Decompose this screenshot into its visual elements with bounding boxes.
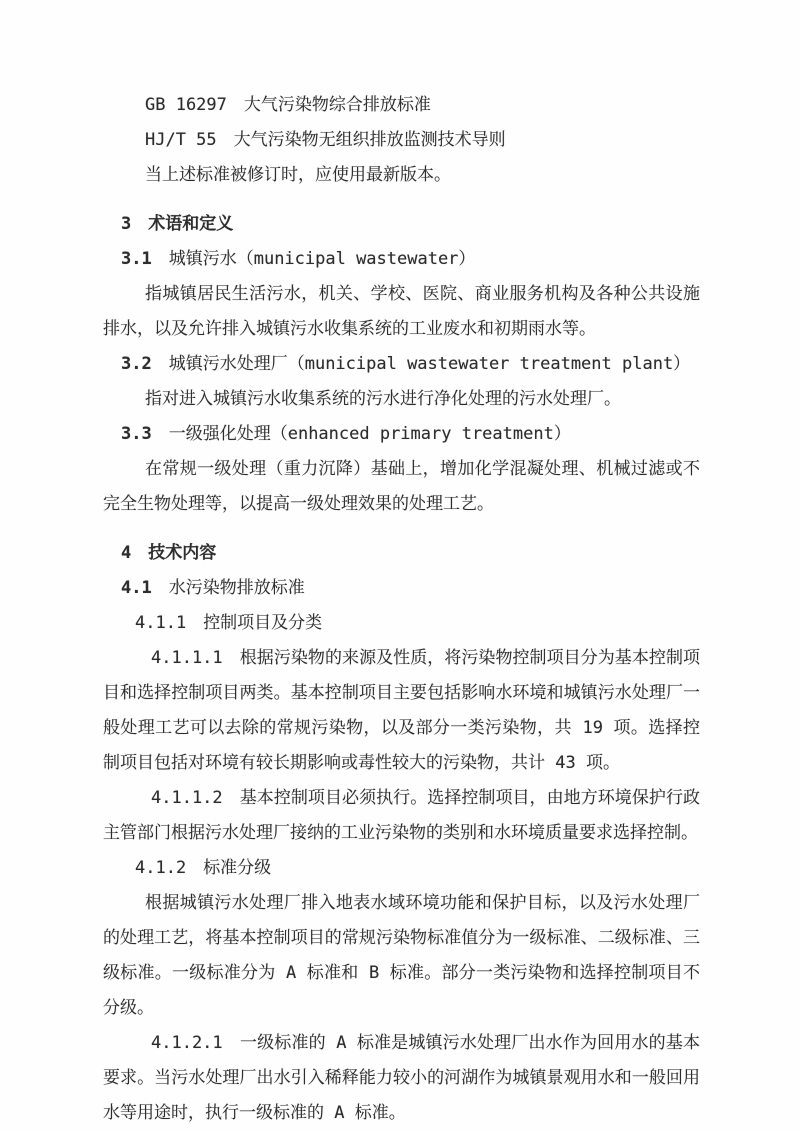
- term-3-1-title: 城镇污水（municipal wastewater）: [168, 249, 476, 269]
- reference-line-gb16297: GB 16297 大气污染物综合排放标准: [145, 95, 431, 115]
- subsection-4-1-title: 水污染物排放标准: [168, 578, 305, 598]
- section-3-heading: [103, 207, 700, 242]
- term-3-3-heading: [103, 417, 700, 452]
- term-3-3-title: 一级强化处理（enhanced primary treatment）: [168, 424, 571, 444]
- term-3-1-number: 3.1: [121, 249, 152, 269]
- subsection-4-1-1-heading: [103, 606, 700, 641]
- section-3-number: 3: [121, 214, 132, 234]
- paragraph-4-1-2: 根据城镇污水处理厂排入地表水域环境功能和保护目标，以及污水处理厂的处理工艺，将基本控制项目的常规污染物标准值分为一级标准、二级标准、三级标准。一级标准分为 A 标准和 B 标准。部分一类污染物和选择控制项目不分级。: [103, 893, 700, 1018]
- subsection-4-1-1-number: 4.1.1: [135, 613, 187, 633]
- term-3-1-heading: [103, 242, 700, 277]
- paragraph-4-1-1-2: 4.1.1.2 基本控制项目必须执行。选择控制项目，由地方环境保护行政主管部门根据污水处理厂接纳的工业污染物的类别和水环境质量要求选择控制。: [103, 788, 700, 843]
- section-4-title: 技术内容: [148, 543, 217, 563]
- subsection-4-1-2-number: 4.1.2: [135, 858, 187, 878]
- term-3-1-definition: 指城镇居民生活污水，机关、学校、医院、商业服务机构及各种公共设施排水，以及允许排入城镇污水收集系统的工业废水和初期雨水等。: [103, 284, 700, 339]
- subsection-4-1-number: 4.1: [121, 578, 152, 598]
- reference-line-hjt55: HJ/T 55 大气污染物无组织排放监测技术导则: [145, 130, 506, 150]
- term-3-2-heading: [103, 347, 700, 382]
- paragraph-4-1-2-1: 4.1.2.1 一级标准的 A 标准是城镇污水处理厂出水作为回用水的基本要求。当污水处理厂出水引入稀释能力较小的河湖作为城镇景观用水和一般回用水等用途时，执行一级标准的 A 标准。: [103, 1033, 700, 1123]
- section-4-heading: [103, 536, 700, 571]
- term-3-3-definition: 在常规一级处理（重力沉降）基础上，增加化学混凝处理、机械过滤或不完全生物处理等，以提高一级处理效果的处理工艺。: [103, 459, 700, 514]
- revision-note: 当上述标准被修订时，应使用最新版本。: [145, 165, 451, 185]
- paragraph-4-1-1-1: 4.1.1.1 根据污染物的来源及性质，将污染物控制项目分为基本控制项目和选择控制项目两类。基本控制项目主要包括影响水环境和城镇污水处理厂一般处理工艺可以去除的常规污染物，以及部分一类污染物，共 19 项。选择控制项目包括对环境有较长期影响或毒性较大的污染物，共计 43 项。: [103, 648, 700, 773]
- subsection-4-1-1-title: 控制项目及分类: [203, 613, 323, 633]
- section-4-number: 4: [121, 543, 132, 563]
- term-3-3-number: 3.3: [121, 424, 152, 444]
- subsection-4-1-2-heading: [103, 851, 700, 886]
- subsection-4-1-2-title: 标准分级: [203, 858, 272, 878]
- term-3-2-definition: 指对进入城镇污水收集系统的污水进行净化处理的污水处理厂。: [145, 389, 621, 409]
- subsection-4-1-heading: [103, 571, 700, 606]
- term-3-2-number: 3.2: [121, 354, 152, 374]
- section-3-title: 术语和定义: [148, 214, 234, 234]
- term-3-2-title: 城镇污水处理厂（municipal wastewater treatment plant）: [168, 354, 691, 374]
